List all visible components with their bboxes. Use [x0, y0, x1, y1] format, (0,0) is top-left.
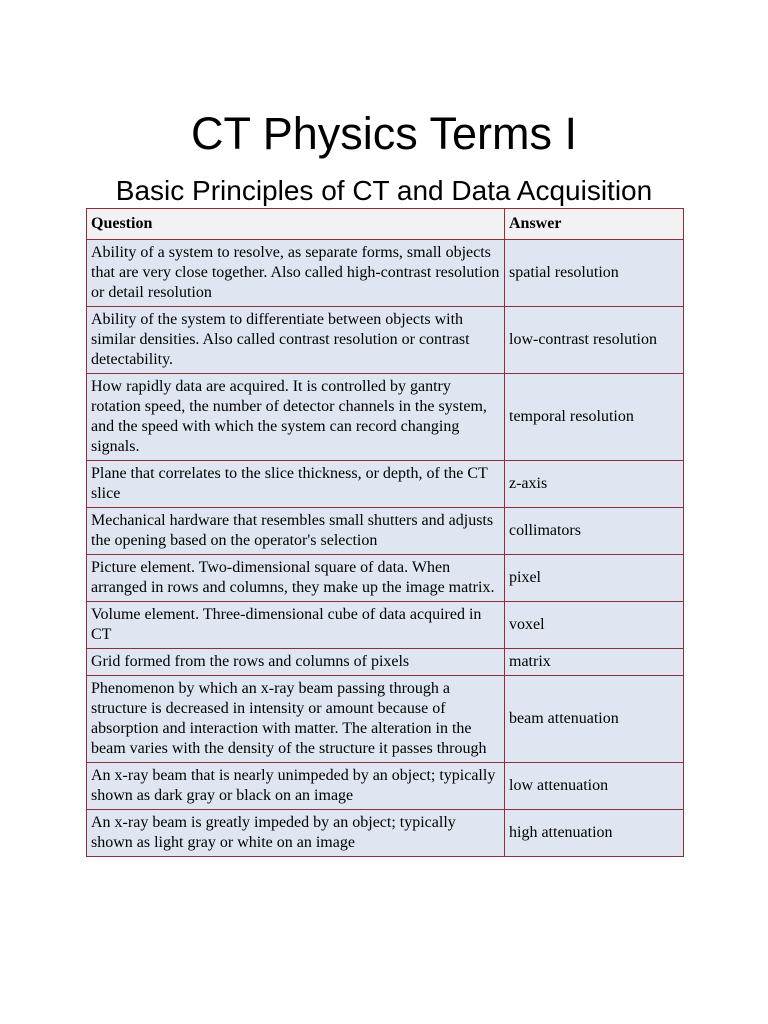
answer-cell: temporal resolution [505, 374, 684, 461]
table-row [87, 676, 684, 763]
question-cell: How rapidly data are acquired. It is controlled by gantry rotation speed, the number of detector channels in the system, and the speed with which the system can record changing signals. [87, 374, 505, 461]
table-row [87, 240, 684, 307]
answer-cell: low attenuation [505, 763, 684, 810]
answer-cell: low-contrast resolution [505, 307, 684, 374]
table-row [87, 508, 684, 555]
question-cell: Plane that correlates to the slice thickness, or depth, of the CT slice [87, 461, 505, 508]
table-row [87, 307, 684, 374]
question-cell: Ability of the system to differentiate between objects with similar densities. Also called contrast resolution or contrast detectability. [87, 307, 505, 374]
answer-cell: high attenuation [505, 810, 684, 857]
table-row [87, 555, 684, 602]
answer-cell: pixel [505, 555, 684, 602]
terms-table [86, 208, 684, 857]
table-row [87, 763, 684, 810]
table-row [87, 374, 684, 461]
question-cell: Grid formed from the rows and columns of pixels [87, 649, 505, 676]
question-cell: Picture element. Two-dimensional square of data. When arranged in rows and columns, they make up the image matrix. [87, 555, 505, 602]
table-header-row [87, 209, 684, 240]
answer-cell: matrix [505, 649, 684, 676]
document-title: CT Physics Terms I [191, 108, 577, 159]
question-cell: An x-ray beam is greatly impeded by an object; typically shown as light gray or white on an image [87, 810, 505, 857]
question-cell: An x-ray beam that is nearly unimpeded by an object; typically shown as dark gray or black on an image [87, 763, 505, 810]
answer-column-header: Answer [505, 209, 684, 240]
answer-cell: spatial resolution [505, 240, 684, 307]
answer-cell: voxel [505, 602, 684, 649]
answer-cell: beam attenuation [505, 676, 684, 763]
table-row [87, 810, 684, 857]
table-row [87, 649, 684, 676]
answer-cell: z-axis [505, 461, 684, 508]
question-cell: Mechanical hardware that resembles small shutters and adjusts the opening based on the operator's selection [87, 508, 505, 555]
question-cell: Phenomenon by which an x-ray beam passing through a structure is decreased in intensity or amount because of absorption and interaction with matter. The alteration in the beam varies with the density of the structure it passes through [87, 676, 505, 763]
document-subtitle: Basic Principles of CT and Data Acquisition [115, 175, 653, 206]
question-cell: Ability of a system to resolve, as separate forms, small objects that are very close together. Also called high-contrast resolution or detail resolution [87, 240, 505, 307]
question-cell: Volume element. Three-dimensional cube of data acquired in CT [87, 602, 505, 649]
answer-cell: collimators [505, 508, 684, 555]
table-row [87, 461, 684, 508]
question-column-header: Question [87, 209, 505, 240]
table-row [87, 602, 684, 649]
